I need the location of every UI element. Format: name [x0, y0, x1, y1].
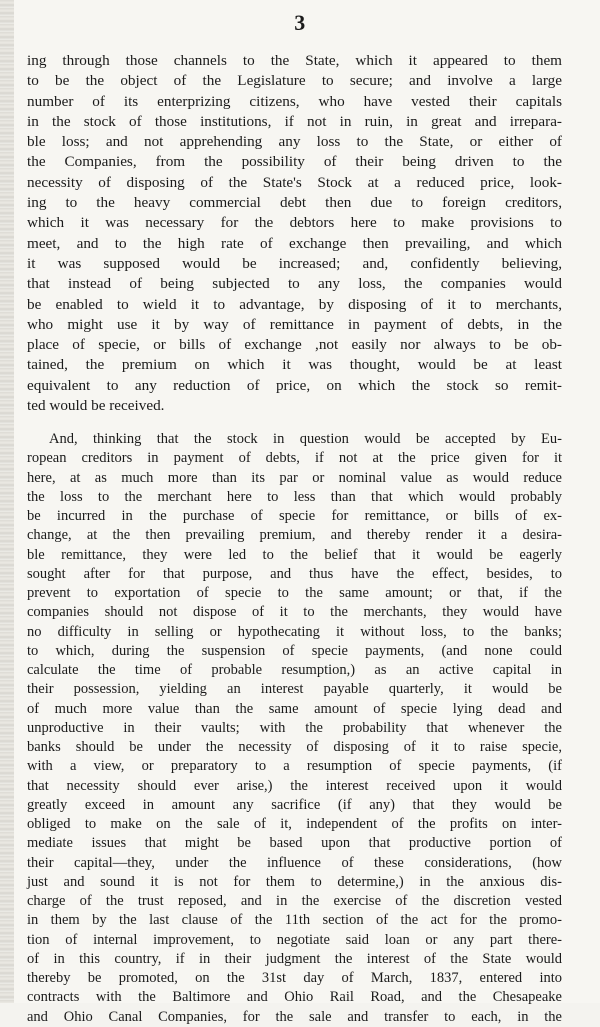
paragraph-1	[27, 51, 562, 416]
text-line: contracts with the Baltimore and Ohio Rail Road, and the Chesapeake	[27, 989, 562, 1006]
text-line: ing through those channels to the State, which it appeared to them	[27, 52, 562, 69]
text-line: be enabled to wield it to advantage, by disposing of it to merchants,	[27, 295, 562, 313]
paragraph-2	[27, 430, 562, 1027]
text-line: it was supposed would be increased; and, confidently believing,	[27, 254, 562, 272]
text-line: their possession, yielding an interest payable quarterly, it would be	[27, 681, 562, 698]
text-line: that necessity should ever arise,) the interest received upon it would	[27, 777, 562, 794]
text-line: charge of the trust reposed, and in the exercise of the discretion vested	[27, 893, 562, 909]
text-line: ble remittance, they were led to the belief that it would be eagerly	[27, 546, 562, 563]
text-line: the Companies, from the possibility of their being driven to the	[27, 153, 562, 171]
text-line: And, thinking that the stock in question would be accepted by Eu-	[49, 431, 562, 447]
text-line: thereby be promoted, on the 31st day of March, 1837, entered into	[27, 970, 562, 986]
text-line: which it was necessary for the debtors here to make provisions to	[27, 214, 562, 232]
text-line: be incurred in the purchase of specie for remittance, or bills of ex-	[27, 508, 562, 524]
text-line: companies should not dispose of it to the merchants, they would have	[27, 604, 562, 621]
text-line: tion of internal improvement, to negotiate said loan or any part there-	[27, 931, 562, 948]
text-line: necessity of disposing of the State's Stock at a reduced price, look-	[27, 173, 562, 191]
text-line: their capital—they, under the influence of these considerations, (how	[27, 854, 562, 871]
text-line: tained, the premium on which it was thought, would be at least	[27, 356, 562, 374]
text-line: here, at as much more than its par or nominal value as would reduce	[27, 469, 562, 486]
text-line: in them by the last clause of the 11th section of the act for the promo-	[27, 912, 562, 929]
text-line: that instead of being subjected to any loss, the companies would	[27, 275, 562, 293]
text-line: banks should be under the necessity of disposing of it to raise specie,	[27, 739, 562, 755]
text-line: change, at the then prevailing premium, and thereby render it a desira-	[27, 527, 562, 544]
text-line: and Ohio Canal Companies, for the sale and transfer to each, in the	[27, 1008, 562, 1025]
text-line: greatly exceed in amount any sacrifice (if any) that they would be	[27, 796, 562, 813]
text-line: in the stock of those institutions, if not in ruin, in great and irrepara-	[27, 112, 562, 130]
text-line: no difficulty in selling or hypothecating it without loss, to the banks;	[27, 623, 562, 640]
text-line: the loss to the merchant here to less than that which would probably	[27, 488, 562, 505]
binding-edge	[0, 0, 14, 1003]
page-number: 3	[294, 10, 306, 35]
text-line: of in this country, if in their judgment the interest of the State would	[27, 950, 562, 967]
text-line: ble loss; and not apprehending any loss to the State, or either of	[27, 133, 562, 151]
text-line: ropean creditors in payment of debts, if not at the price given for it	[27, 450, 562, 467]
text-line: to which, during the suspension of specie payments, (and none could	[27, 642, 562, 659]
text-line: calculate the time of probable resumption,) as an active capital in	[27, 662, 562, 678]
text-line: of much more value than the same amount of specie lying dead and	[27, 700, 562, 717]
text-line: prevent to exportation of specie to the same amount; or that, if the	[27, 585, 562, 601]
text-line: equivalent to any reduction of price, on which the stock so remit-	[27, 376, 562, 394]
text-line: sought after for that purpose, and thus have the effect, besides, to	[27, 565, 562, 582]
text-line: ing to the heavy commercial debt then due to foreign creditors,	[27, 194, 562, 212]
text-line: place of specie, or bills of exchange ,not easily nor always to be ob-	[27, 336, 562, 354]
text-line: unproductive in their vaults; with the probability that whenever the	[27, 719, 562, 736]
text-line: with a view, or preparatory to a resumption of specie payments, (if	[27, 758, 562, 775]
text-line: mediate issues that might be based upon that productive portion of	[27, 835, 562, 852]
text-line: meet, and to the high rate of exchange then prevailing, and which	[27, 234, 562, 252]
text-line: ted would be received.	[27, 397, 165, 415]
text-line: who might use it by way of remittance in payment of debts, in the	[27, 315, 562, 333]
text-line: number of its enterprizing citizens, who have vested their capitals	[27, 92, 562, 110]
text-line: to be the object of the Legislature to secure; and involve a large	[27, 72, 562, 90]
text-line: obliged to make on the sale of it, independent of the profits on inter-	[27, 816, 562, 832]
text-line: just and sound it is not for them to determine,) in the anxious dis-	[27, 873, 562, 890]
